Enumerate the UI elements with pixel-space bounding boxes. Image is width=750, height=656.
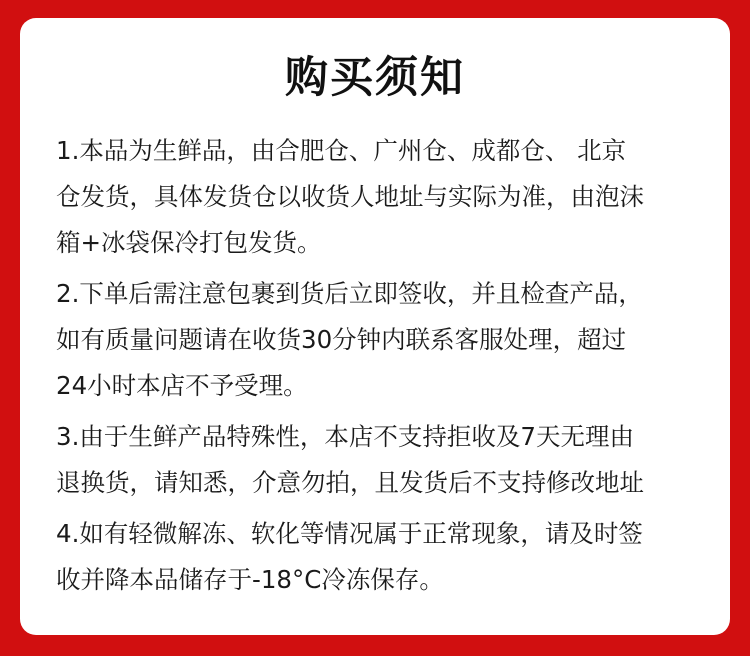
notice-item-3: 3.由于生鲜产品特殊性，本店不支持拒收及7天无理由 退换货，请知悉，介意勿拍，且发货后不支持修改地址 bbox=[56, 422, 644, 497]
notice-card bbox=[20, 18, 730, 635]
notice-item-2: 2.下单后需注意包裹到货后立即签收，并且检查产品， 如有质量问题请在收货30分钟内联系客服处理，超过 24小时本店不予受理。 bbox=[56, 279, 643, 400]
notice-item-4: 4.如有轻微解冻、软化等情况属于正常现象，请及时签 收并降本品储存于-18°C冷冻保存。 bbox=[56, 519, 643, 594]
page-title: 购买须知 bbox=[285, 53, 465, 103]
notice-item-1: 1.本品为生鲜品，由合肥仓、广州仓、成都仓、 北京 仓发货，具体发货仓以收货人地址与实际为准，由泡沫 箱+冰袋保冷打包发货。 bbox=[56, 136, 644, 257]
